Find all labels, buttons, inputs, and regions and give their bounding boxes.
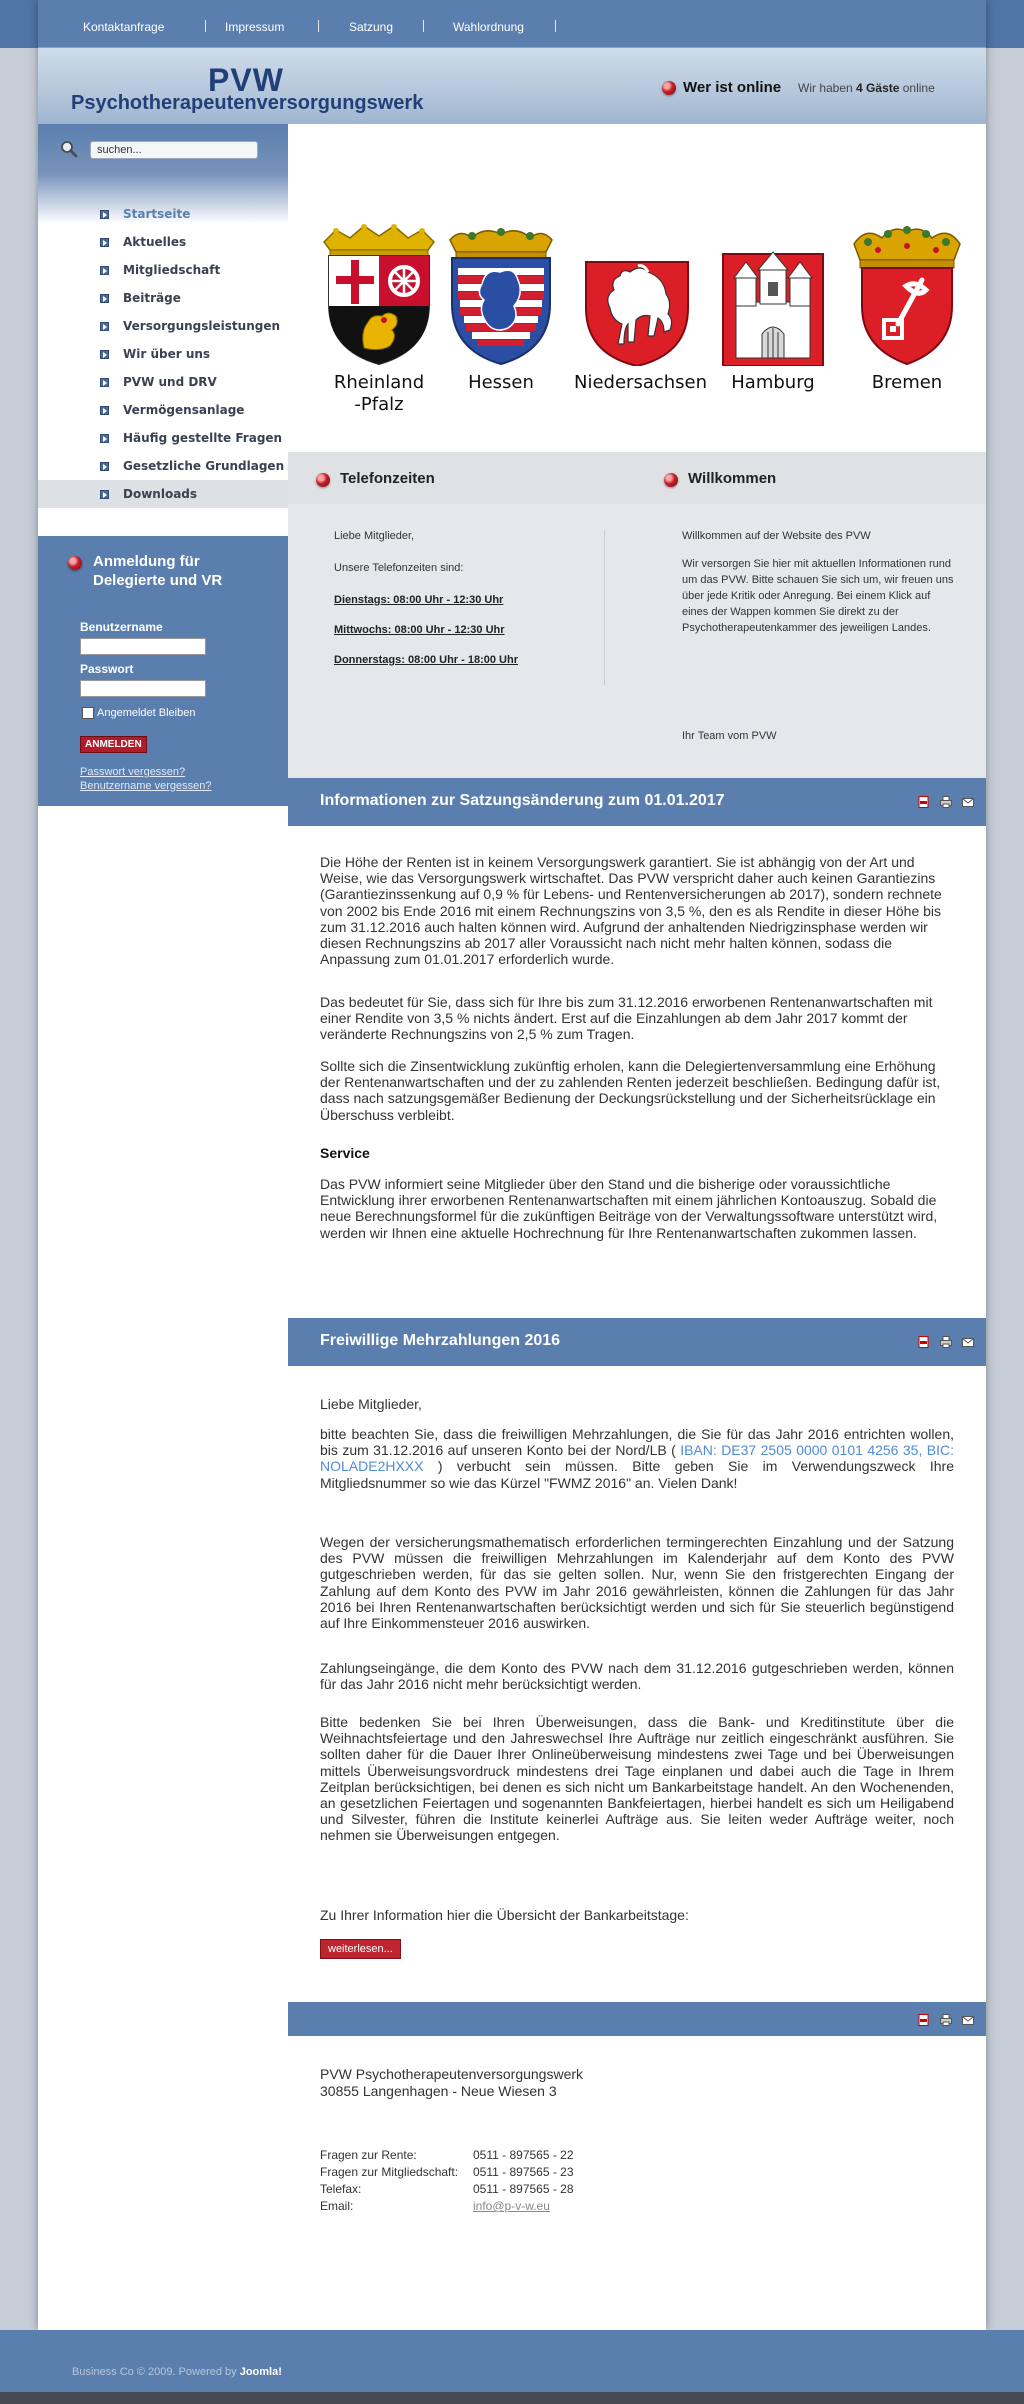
menu-item-label: Häufig gestellte Fragen xyxy=(123,431,283,445)
coat-label-line2: -Pfalz xyxy=(354,394,404,415)
arrow-bullet-icon xyxy=(100,462,109,471)
article-icons xyxy=(918,2014,980,2028)
bremen-coat-icon xyxy=(844,224,970,366)
arrow-bullet-icon xyxy=(100,238,109,247)
contact-address: 30855 Langenhagen - Neue Wiesen 3 xyxy=(320,2083,557,2099)
coat-hamburg[interactable] xyxy=(710,224,836,394)
pdf-icon[interactable] xyxy=(918,1336,930,1348)
header xyxy=(38,48,986,124)
coat-label-line1: Rheinland xyxy=(333,372,425,393)
nav-separator xyxy=(318,20,319,32)
article2-p1-after: ) verbucht sein müssen. Bitte geben Sie im Verwendungszweck Ihre Mitgliedsnummer so wie das Kürzel "FWMZ 2016" an. Vielen Dank! xyxy=(320,1458,954,1491)
online-suffix: online xyxy=(902,81,935,95)
menu-item-versorgungsleistungen[interactable] xyxy=(38,312,288,340)
top-navigation xyxy=(38,0,986,48)
telefon-intro: Unsere Telefonzeiten sind: xyxy=(334,562,464,574)
remember-label: Angemeldet Bleiben xyxy=(97,707,196,719)
box-divider xyxy=(604,530,605,685)
menu-item-label: Versorgungsleistungen xyxy=(123,319,281,333)
nav-satzung[interactable]: Satzung xyxy=(349,20,394,34)
willkommen-title: Willkommen xyxy=(688,470,777,487)
email-icon[interactable] xyxy=(962,2014,974,2026)
article-header xyxy=(288,1318,986,1366)
willkommen-line1: Willkommen auf der Website des PVW xyxy=(682,530,871,542)
coat-label: Hamburg xyxy=(731,372,815,393)
username-label: Benutzername xyxy=(80,620,163,634)
bullet-icon xyxy=(316,473,330,487)
forgot-password-link[interactable]: Passwort vergessen? xyxy=(80,766,186,778)
menu-item-label: PVW und DRV xyxy=(123,375,217,389)
arrow-bullet-icon xyxy=(100,434,109,443)
nav-separator xyxy=(555,20,556,32)
willkommen-body: Wir versorgen Sie hier mit aktuellen Informationen rund um das PVW. Bitte schauen Sie sich um, wir freuen uns über jede Kritik oder Anregung. Bei einem Klick auf eines der Wappen kommen Sie direkt zu der Psychotherapeutenkammer des jeweiligen Landes. xyxy=(682,558,954,634)
article-title[interactable]: Freiwillige Mehrzahlungen 2016 xyxy=(320,1332,561,1349)
contact-label: Fragen zur Mitgliedschaft: xyxy=(320,2165,459,2179)
telefon-time-thursday: Donnerstags: 08:00 Uhr - 18:00 Uhr xyxy=(334,654,518,666)
online-prefix: Wir haben xyxy=(798,81,853,95)
state-coats-of-arms xyxy=(288,124,986,452)
menu-item-label: Aktuelles xyxy=(123,235,187,249)
page xyxy=(38,0,986,2330)
menu-item-gesetzliche-grundlagen[interactable] xyxy=(38,452,288,480)
contact-row-mitgliedschaft xyxy=(320,2164,574,2180)
footer-link[interactable]: Joomla! xyxy=(239,2366,282,2378)
pdf-icon[interactable] xyxy=(918,2014,930,2026)
article2-paragraph2: Wegen der versicherungsmathematisch erforderlichen termingerechten Einzahlung und der Satzung des PVW müssen die freiwilligen Mehrzahlungen im Kalenderjahr auf dem Konto des PVW gutgeschrieben werden, für das sie gelten sollen. Nur, wenn Sie den fristgerechten Eingang der Zahlung auf dem Konto des PVW im Jahr 2016 gewährleisten, können die Zahlungen für das Jahr 2016 bei Ihren Rentenanwartschaften berücksichtigt werden und sich für Sie steuerlich begünstigend auf Ihre Einkommensteuer 2016 auswirken. xyxy=(320,1534,954,1632)
telefon-time-tuesday: Dienstags: 08:00 Uhr - 12:30 Uhr xyxy=(334,594,504,606)
coat-label: Niedersachsen xyxy=(574,372,708,393)
article1-service-title: Service xyxy=(320,1145,370,1161)
telefon-greeting: Liebe Mitglieder, xyxy=(334,530,415,542)
read-more-button[interactable]: weiterlesen... xyxy=(320,1939,401,1959)
forgot-username-link[interactable]: Benutzername vergessen? xyxy=(80,780,212,792)
arrow-bullet-icon xyxy=(100,210,109,219)
who-is-online-title: Wer ist online xyxy=(683,79,782,96)
search-icon[interactable] xyxy=(60,140,78,158)
menu-item-label: Beiträge xyxy=(123,291,181,305)
contact-value: 0511 - 897565 - 28 xyxy=(473,2182,574,2196)
niedersachsen-coat-icon xyxy=(574,224,700,366)
logo-name[interactable]: Psychotherapeutenversorgungswerk xyxy=(71,92,424,114)
bullet-icon xyxy=(68,556,82,570)
hamburg-coat-icon xyxy=(710,224,836,366)
username-input[interactable] xyxy=(80,638,206,655)
logo-abbreviation[interactable]: PVW xyxy=(208,62,284,98)
article2-paragraph4: Bitte bedenken Sie bei Ihren Überweisungen, dass die Bank- und Kreditinstitute über die Weihnachtsfeiertage und den Jahreswechsel Ihre Aufträge nur zeitlich eingeschränkt ausführen. Sie sollten daher für die Dauer Ihrer Onlineüberweisung mindestens zwei Tage und bei Überweisungen mittels Überweisungsvordruck mindestens drei Tage einplanen und dabei auch die Tage in Ihrem Zeitplan berücksichtigen, bei denen es sich nicht um Bankarbeitstage handelt. An den Wochenenden, an gesetzlichen Feiertagen und sogenannten Bankfeiertagen, hierbei handelt es sich um Heiligabend und Silvester, führen die Institute keinerlei Aufträge aus. Sie leiten weder Aufträge weiter, noch nehmen sie Überweisungen entgegen. xyxy=(320,1714,954,1844)
menu-item-beitraege[interactable] xyxy=(38,284,288,312)
nav-kontaktanfrage[interactable]: Kontaktanfrage xyxy=(83,20,165,34)
article2-greeting: Liebe Mitglieder, xyxy=(320,1396,422,1412)
coat-label xyxy=(316,372,442,416)
article-icons xyxy=(918,796,980,810)
coat-bremen[interactable] xyxy=(844,224,970,394)
article1-paragraph1: Die Höhe der Renten ist in keinem Versorgungswerk garantiert. Sie ist abhängig von der Art und Weise, wie das Versorgungswerk wirtschaftet. Das PVW verspricht daher auch keinen Garantiezins (Garantiezinssenkung auf 0,9 % für Lebens- und Rentenversicherungen ab 2017), sondern rechnete von 2002 bis Ende 2016 mit einem Rechnungszins von 3,5 %, den es als Rendite in dieser Höhe bis zum 31.12.2016 auch halten können wird. Aufgrund der anhaltenden Niedrigzinsphase werden wir diesen Rechnungszins ab 2017 aller Voraussicht nach nicht mehr halten können, sodass die Anpassung zum 01.01.2017 erforderlich wurde. xyxy=(320,854,942,968)
nav-impressum[interactable]: Impressum xyxy=(225,20,285,34)
article2-paragraph3: Zahlungseingänge, die dem Konto des PVW nach dem 31.12.2016 gutgeschrieben werden, können für das Jahr 2016 nicht mehr berücksichtigt werden. xyxy=(320,1660,954,1693)
coat-label: Bremen xyxy=(871,372,943,393)
arrow-bullet-icon xyxy=(100,490,109,499)
arrow-bullet-icon xyxy=(100,350,109,359)
menu-item-label: Startseite xyxy=(123,207,191,221)
menu-item-label: Downloads xyxy=(123,487,198,501)
login-button[interactable]: ANMELDEN xyxy=(80,736,147,753)
telefon-time-wednesday: Mittwochs: 08:00 Uhr - 12:30 Uhr xyxy=(334,624,505,636)
menu-item-vermoegensanlage[interactable] xyxy=(38,396,288,424)
menu-item-faq[interactable] xyxy=(38,424,288,452)
nav-wahlordnung[interactable]: Wahlordnung xyxy=(453,20,524,34)
article1-paragraph3: Sollte sich die Zinsentwicklung zukünftig erholen, kann die Delegiertenversammlung eine Erhöhung der Rentenanwartschaften und der zu zahlenden Renten jederzeit beschließen. Bedingung dafür ist, dass nach satzungsgemäßer Bedienung der Deckungsrückstellung und der Sicherheitsrücklage ein Überschuss verbleibt. xyxy=(320,1058,941,1123)
menu-item-label: Mitgliedschaft xyxy=(123,263,221,277)
article-title[interactable]: Informationen zur Satzungsänderung zum 01.01.2017 xyxy=(320,792,725,809)
nav-separator xyxy=(423,20,424,32)
menu-item-label: Wir über uns xyxy=(123,347,211,361)
menu-item-wir-ueber-uns[interactable] xyxy=(38,340,288,368)
arrow-bullet-icon xyxy=(100,266,109,275)
print-icon[interactable] xyxy=(940,796,952,808)
telefonzeiten-title: Telefonzeiten xyxy=(340,470,435,487)
contact-row-email xyxy=(320,2198,550,2214)
footer-copyright: Business Co © 2009. Powered by xyxy=(72,2366,237,2378)
who-is-online-text xyxy=(798,81,935,95)
menu-item-pvw-und-drv[interactable] xyxy=(38,368,288,396)
email-link[interactable]: info@p-v-w.eu xyxy=(473,2199,550,2213)
email-icon[interactable] xyxy=(962,796,974,808)
contact-row-telefax xyxy=(320,2181,574,2197)
search-input[interactable] xyxy=(90,141,258,159)
footer-bottom-bar xyxy=(0,2392,1024,2404)
article1-paragraph2: Das bedeutet für Sie, dass sich für Ihre bis zum 31.12.2016 erworbenen Rentenanwartschaften mit einer Rendite von 3,5 % nichts ändert. Erst auf die Einzahlungen ab dem Jahr 2017 kommt der veränderte Rechnungszins von 2,5 % zum Tragen. xyxy=(320,994,933,1043)
remember-checkbox[interactable] xyxy=(82,707,94,719)
coat-hessen[interactable] xyxy=(438,224,564,394)
main-menu xyxy=(38,200,288,508)
rheinland-pfalz-coat-icon xyxy=(316,224,442,366)
contact-value: 0511 - 897565 - 23 xyxy=(473,2165,574,2179)
password-input[interactable] xyxy=(80,680,206,697)
print-icon[interactable] xyxy=(940,2014,952,2026)
contact-label: Telefax: xyxy=(320,2182,362,2196)
contact-header xyxy=(288,2002,986,2036)
pdf-icon[interactable] xyxy=(918,796,930,808)
article2-paragraph1 xyxy=(320,1426,954,1491)
sidebar xyxy=(38,124,288,2330)
menu-item-aktuelles[interactable] xyxy=(38,228,288,256)
arrow-bullet-icon xyxy=(100,406,109,415)
contact-label: Fragen zur Rente: xyxy=(320,2148,417,2162)
willkommen-sign: Ihr Team vom PVW xyxy=(682,730,777,742)
login-title-line2: Delegierte und VR xyxy=(93,572,223,589)
bank-details: IBAN: DE37 2505 0000 0101 4256 35, BIC: NOLADE2HXXX xyxy=(320,1442,954,1475)
article2-p1-before: bitte beachten Sie, dass die freiwilligen Mehrzahlungen, die Sie für das Jahr 2016 entrichten wollen, bis zum 31.12.2016 auf unseren Konto bei der Nord/LB ( xyxy=(320,1426,954,1459)
menu-item-label: Gesetzliche Grundlagen xyxy=(123,459,285,473)
login-title-line1: Anmeldung für xyxy=(93,553,200,570)
coat-rheinland-pfalz[interactable] xyxy=(316,224,442,416)
login-panel xyxy=(38,536,288,806)
email-icon[interactable] xyxy=(962,1336,974,1348)
bullet-icon xyxy=(664,473,678,487)
login-title xyxy=(93,552,222,590)
online-count: 4 Gäste xyxy=(856,81,900,95)
article-icons xyxy=(918,1336,980,1350)
arrow-bullet-icon xyxy=(100,378,109,387)
menu-item-mitgliedschaft[interactable] xyxy=(38,256,288,284)
footer-text xyxy=(72,2366,282,2378)
contact-name: PVW Psychotherapeutenversorgungswerk xyxy=(320,2066,584,2082)
coat-label: Hessen xyxy=(468,372,534,393)
password-label: Passwort xyxy=(80,662,134,676)
menu-item-startseite[interactable] xyxy=(38,200,288,228)
article2-paragraph5: Zu Ihrer Information hier die Übersicht der Bankarbeitstage: xyxy=(320,1907,689,1923)
arrow-bullet-icon xyxy=(100,294,109,303)
print-icon[interactable] xyxy=(940,1336,952,1348)
contact-label: Email: xyxy=(320,2199,354,2213)
info-boxes xyxy=(288,452,986,778)
arrow-bullet-icon xyxy=(100,322,109,331)
contact-row-rente xyxy=(320,2147,574,2163)
hessen-coat-icon xyxy=(438,224,564,366)
menu-item-label: Vermögensanlage xyxy=(123,403,245,417)
bullet-icon xyxy=(662,81,676,95)
nav-separator xyxy=(205,20,206,32)
contact-value: 0511 - 897565 - 22 xyxy=(473,2148,574,2162)
coat-niedersachsen[interactable] xyxy=(574,224,708,394)
menu-item-downloads[interactable] xyxy=(38,480,288,508)
article-header xyxy=(288,778,986,826)
article1-paragraph4: Das PVW informiert seine Mitglieder über den Stand und die bisherige oder voraussichtliche Entwicklung ihrer erworbenen Rentenanwartschaften mit einem jährlichen Kontoauszug. Sobald die neue Berechnungsformel für die zukünftigen Beiträge von der Verwaltungssoftware unterstützt wird, werden wir Ihnen eine aktuelle Hochrechnung für Ihre Rentenanwartschaften zukommen lassen. xyxy=(320,1176,938,1241)
